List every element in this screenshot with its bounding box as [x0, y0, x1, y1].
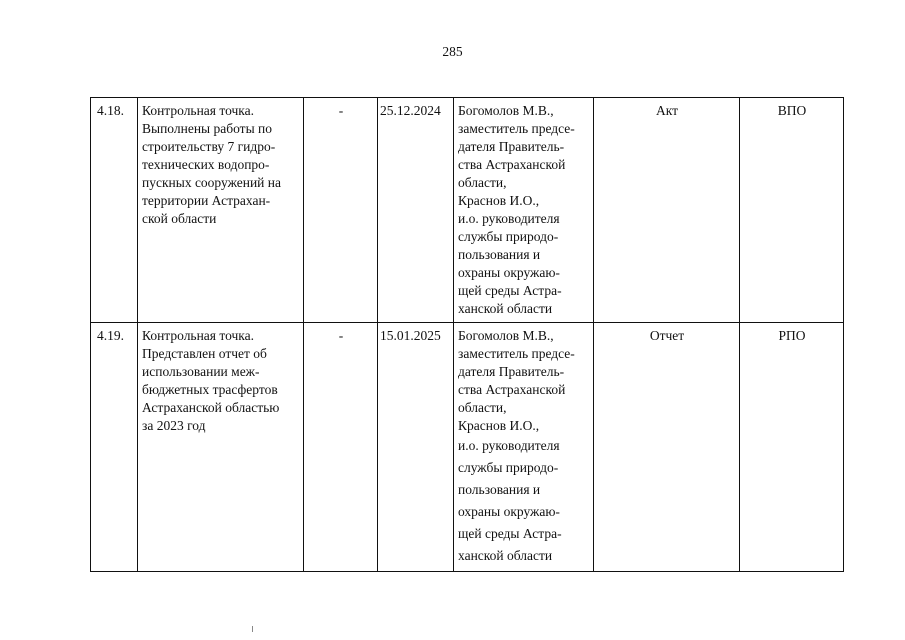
description-line: использовании меж-: [142, 364, 260, 379]
responsible-line: Богомолов М.В.,: [458, 328, 554, 343]
responsible-line: ханской области: [458, 548, 553, 563]
responsible-line: Краснов И.О.,: [458, 193, 540, 208]
responsible-line: охраны окружаю-: [458, 265, 560, 280]
date-cell: 25.12.2024: [378, 98, 454, 323]
level-cell: ВПО: [740, 98, 844, 323]
responsible-line: щей среды Астра-: [458, 526, 562, 541]
responsible-cell: [454, 98, 594, 323]
description-cell: [138, 98, 304, 323]
responsible-line: заместитель предсе-: [458, 346, 575, 361]
table-row: [91, 323, 844, 572]
responsible-line: службы природо-: [458, 460, 559, 475]
responsible-cell: [454, 323, 594, 572]
responsible-line: заместитель предсе-: [458, 121, 575, 136]
table-row: [91, 98, 844, 323]
row-number-cell: 4.18.: [91, 98, 138, 323]
dash-cell: -: [304, 323, 378, 572]
document-cell: Отчет: [594, 323, 740, 572]
responsible-line: области,: [458, 400, 507, 415]
description-line: пускных сооружений на: [142, 175, 281, 190]
description-line: Контрольная точка.: [142, 103, 255, 118]
date-cell: 15.01.2025: [378, 323, 454, 572]
responsible-line: пользования и: [458, 247, 541, 262]
responsible-line: щей среды Астра-: [458, 283, 562, 298]
description-line: технических водопро-: [142, 157, 270, 172]
description-line: территории Астрахан-: [142, 193, 271, 208]
responsible-line: области,: [458, 175, 507, 190]
responsible-line: Богомолов М.В.,: [458, 103, 554, 118]
description-line: строительству 7 гидро-: [142, 139, 276, 154]
responsible-line: ства Астраханской: [458, 157, 566, 172]
level-cell: РПО: [740, 323, 844, 572]
description-line: ской области: [142, 211, 217, 226]
description-line: Контрольная точка.: [142, 328, 255, 343]
responsible-line: ства Астраханской: [458, 382, 566, 397]
description-line: за 2023 год: [142, 418, 206, 433]
description-line: Астраханской областью: [142, 400, 280, 415]
description-line: Представлен отчет об: [142, 346, 267, 361]
responsible-line: ханской области: [458, 301, 553, 316]
plan-table: [90, 97, 844, 572]
document-cell: Акт: [594, 98, 740, 323]
description-line: Выполнены работы по: [142, 121, 272, 136]
responsible-line: и.о. руководителя: [458, 438, 560, 453]
page-number: 285: [442, 44, 463, 59]
responsible-line: службы природо-: [458, 229, 559, 244]
scan-mark: [252, 626, 253, 632]
responsible-line: дателя Правитель-: [458, 364, 565, 379]
responsible-line: дателя Правитель-: [458, 139, 565, 154]
responsible-line: пользования и: [458, 482, 541, 497]
responsible-line: охраны окружаю-: [458, 504, 560, 519]
responsible-line: Краснов И.О.,: [458, 418, 540, 433]
dash-cell: -: [304, 98, 378, 323]
description-cell: [138, 323, 304, 572]
responsible-line: и.о. руководителя: [458, 211, 560, 226]
description-line: бюджетных трасфертов: [142, 382, 278, 397]
row-number-cell: 4.19.: [91, 323, 138, 572]
